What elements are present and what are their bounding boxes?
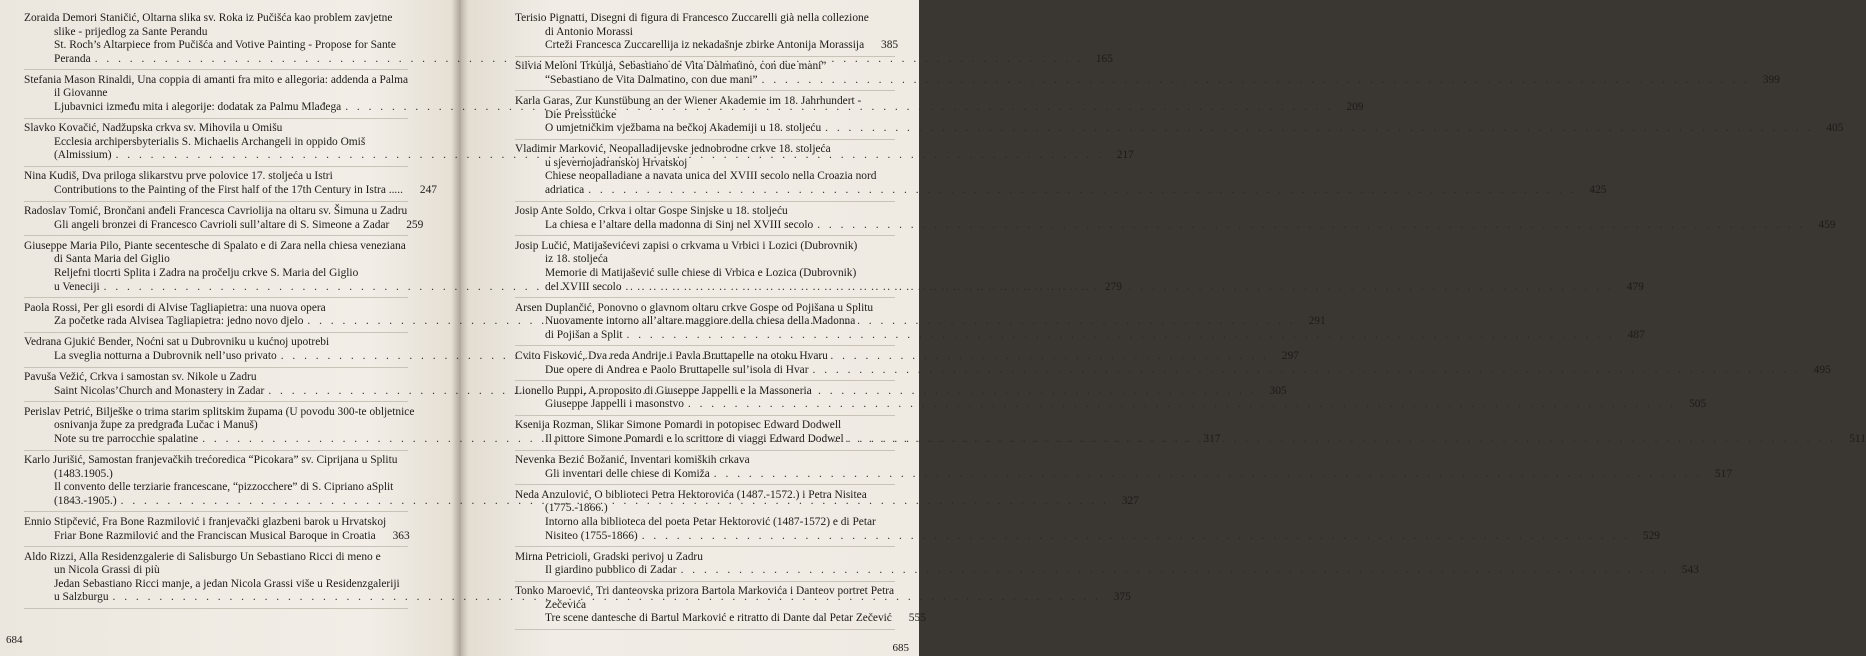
toc-entry-last-text: Saint Nicolas’Church and Monastery in Zadar <box>54 384 265 397</box>
dot-leader <box>642 530 1630 544</box>
toc-entry-last-text: Ljubavnici između mita i alegorije: dodatak za Palmu Mlađega <box>54 101 342 114</box>
dot-leader <box>817 219 1805 233</box>
toc-entry-title: Nina Kudiš, Dva priloga slikarstvu prve polovice 17. stoljeća u Istri <box>24 170 333 183</box>
toc-entry-title: Ksenija Rozman, Slikar Simone Pomardi in potopisec Edward Dodwell <box>515 419 842 432</box>
toc-entry <box>515 454 1733 485</box>
toc-entry-line: Reljefni tlocrti Splita i Zadra na pročelju crkve S. Maria del Giglio <box>54 267 359 279</box>
toc-entry-last-line <box>24 218 424 233</box>
toc-page-number: 217 <box>1116 149 1134 162</box>
toc-entry-last-text: Gli angeli bronzei di Francesco Cavrioli sull’altare di S. Simeone a Zadar <box>54 218 390 231</box>
toc-entry-title: Pavuša Vežić, Crkva i samostan sv. Nikole u Zadru <box>24 371 257 384</box>
toc-entry-title: Stefania Mason Rinaldi, Una coppia di amanti fra mito e allegoria: addenda a Palma <box>24 73 408 86</box>
toc-entry-last-text: La sveglia notturna a Dubrovnik nell’uso privato <box>54 349 277 362</box>
toc-entry-title: Mirna Petricioli, Gradski perivoj u Zadru <box>515 550 703 563</box>
toc-entry-title: Tonko Maroević, Tri danteovska prizora Bartola Markovića i Danteov portret Petra <box>515 585 895 598</box>
toc-entry-last-line <box>515 529 1660 544</box>
toc-entry-title: Arsen Duplančić, Ponovno o glavnom oltaru crkve Gospe od Pojišana u Splitu <box>515 301 874 314</box>
toc-page-number: 279 <box>1104 280 1122 293</box>
toc-page-number: 495 <box>1813 363 1831 376</box>
toc-entry-last-line <box>515 328 1645 343</box>
toc-page-number: 399 <box>1762 73 1780 86</box>
toc-page-number: 209 <box>1346 101 1364 114</box>
toc-entry-last-line <box>515 73 1780 88</box>
toc-page-number: 165 <box>1095 52 1113 65</box>
toc-entry-last-line <box>24 530 408 544</box>
dot-leader <box>626 281 1614 295</box>
toc-page-number: 291 <box>1308 315 1326 328</box>
toc-entry-last-text: La chiesa e l’altare della madonna di Sinj nel XVIII secolo <box>545 218 814 231</box>
toc-entry-line: un Nicola Grassi di più <box>54 564 160 577</box>
toc-entry-line: Jedan Sebastiano Ricci manje, a jedan Nicola Grassi više u Residenzgaleriji <box>54 577 400 590</box>
toc-entry <box>515 585 926 630</box>
toc-entry-last-line <box>515 467 1733 482</box>
dot-leader <box>688 398 1676 412</box>
toc-page-number: 405 <box>1826 122 1844 135</box>
toc-page-number: 543 <box>1681 564 1699 577</box>
toc-entry-last-line <box>515 122 1844 136</box>
toc-entry-last-line <box>515 39 899 53</box>
toc-entry-last-text: Gli inventari delle chiese di Komiža <box>545 467 710 480</box>
toc-entry-title: Silvia Meloni Trkulja, Sebastiano de Vita Dalmatino, con due mani” <box>515 60 827 73</box>
toc-entry-line: iz 18. stoljeća <box>545 253 608 266</box>
dot-leader <box>588 184 1576 198</box>
toc-entry-last-text: (1843.-1905.) <box>54 494 117 507</box>
toc-page-number: 363 <box>392 529 410 542</box>
toc-entry-title: Nevenka Bezić Božanić, Inventari komiških crkava <box>515 454 750 467</box>
toc-entry-last-line <box>515 218 1836 233</box>
right-page-number: 685 <box>892 642 909 654</box>
toc-entry-title: Cvito Fisković, Dva reda Andrije i Pavla Bruttapelle na otoku Hvaru <box>515 349 828 362</box>
toc-entry-last-text: (Almissium) <box>54 149 112 162</box>
toc-entry-line: il Giovanne <box>54 87 108 100</box>
toc-entry-line: (1775.-1866.) <box>545 502 608 515</box>
toc-entry-last-text: Tre scene dantesche di Bartul Marković e ritratto di Dante dal Petar Zečević <box>545 612 892 625</box>
toc-entry-last-text: Il pittore Simone Pomardi e lo scrittore di viaggi Edward Dodwel <box>545 432 844 445</box>
toc-entry-last-text: Peranda <box>54 52 91 65</box>
toc-entry <box>515 550 1699 582</box>
dot-leader <box>848 433 1836 447</box>
toc-entry-line: Intorno alla biblioteca del poeta Petar Hektorović (1487-1572) e di Petar <box>545 515 876 528</box>
toc-entry-title: Vladimir Marković, Neopalladijevske jednobrodne crkve 18. stoljeća <box>515 143 831 156</box>
toc-entry-title: Ennio Stipčević, Fra Bone Razmilović i franjevački glazbeni barok u Hrvatskoj <box>24 515 387 528</box>
toc-entry-last-text: Nisiteo (1755-1866) <box>545 529 638 542</box>
toc-entry-last-text: u Salzburgu <box>54 591 109 604</box>
toc-entry-line: (1483.1905.) <box>54 467 113 480</box>
toc-entry-line: Chiese neopalladiane a navata unica del XVIII secolo nella Croazia nord <box>545 170 877 183</box>
toc-entry-last-line <box>515 184 1607 198</box>
toc-page-number: 511 <box>1849 432 1866 445</box>
toc-entry-last-line <box>515 612 926 626</box>
toc-entry-last-line <box>515 363 1831 378</box>
toc-entry-line: Memorie di Matijašević sulle chiese di Vrbica e Lozica (Dubrovnik) <box>545 267 857 279</box>
toc-entry-title: Neda Anzulović, O biblioteci Petra Hektorovića (1487.-1572.) i Petra Nisitea <box>515 488 867 501</box>
toc-entry-last-line <box>515 564 1699 578</box>
toc-page-number: 555 <box>908 612 926 625</box>
toc-entry-last-text: Friar Bone Razmilović and the Franciscan Musical Baroque in Croatia <box>54 529 376 542</box>
toc-entry-title: Aldo Rizzi, Alla Residenzgalerie di Salisburgo Un Sebastiano Ricci di meno e <box>24 550 381 563</box>
toc-entry-title: Zoraida Demori Staničić, Oltarna slika sv. Roka iz Pučišća kao problem zavjetne <box>24 12 393 24</box>
toc-entry-line: Zečevića <box>545 598 587 611</box>
toc-entry-title: Karlo Jurišić, Samostan franjevačkih trećoredica “Picokara” sv. Ciprijana u Splitu <box>24 454 398 467</box>
toc-entry-line: Nuovamente intorno all’altare maggiore della chiesa della Madonna <box>545 315 856 328</box>
dot-leader <box>681 564 1669 578</box>
toc-entry-title: Terisio Pignatti, Disegni di figura di Francesco Zuccarelli già nella collezione <box>515 12 869 24</box>
toc-page-number: 479 <box>1626 280 1644 293</box>
left-page-number: 684 <box>6 634 23 646</box>
toc-entry-last-text: Note su tre parrocchie spalatine <box>54 432 199 445</box>
toc-entry <box>515 205 1836 236</box>
toc-entry-last-text: Il giardino pubblico di Zadar <box>545 564 677 577</box>
toc-page-number: 259 <box>406 218 424 231</box>
toc-page-number: 459 <box>1818 218 1836 231</box>
toc-entry-title: Giuseppe Maria Pilo, Piante secentesche di Spalato e di Zara nella chiesa veneziana <box>24 239 406 252</box>
toc-page-number: 425 <box>1589 184 1607 197</box>
toc-entry-last-text: di Pojišan a Split <box>545 328 623 341</box>
toc-entry-last-text: adriatica <box>545 184 585 197</box>
toc-entry-title: Slavko Kovačić, Nadžupska crkva sv. Mihovila u Omišu <box>24 122 283 135</box>
toc-entry-line: u sjevernojadranskoj Hrvatskoj <box>545 156 688 169</box>
toc-page-number: 385 <box>881 39 899 52</box>
toc-entry-last-text: “Sebastiano de Vita Dalmatino, con due mani” <box>545 73 758 86</box>
toc-entry-last-line <box>515 398 1707 412</box>
toc-page-number: 297 <box>1281 349 1299 362</box>
toc-entry-title: Vedrana Gjukić Bender, Noćni sat u Dubrovniku u kućnoj upotrebi <box>24 336 330 349</box>
toc-entry-last-text: Za početke rada Alviseа Tagliapietra: jedno novo djelo <box>54 315 304 328</box>
toc-entry-title: Karla Garas, Zur Kunstübung an der Wiener Akademie im 18. Jahrhundert - <box>515 94 862 107</box>
toc-entry-title: Paola Rossi, Per gli esordi di Alvise Tagliapietra: una nuova opera <box>24 301 326 314</box>
dot-leader <box>762 74 1750 88</box>
toc-page-number: 375 <box>1113 591 1131 604</box>
toc-entry-line: osnivanja župe za predgrađa Lučac i Manuš) <box>54 419 258 432</box>
toc-entry-title: Lionello Puppi, A proposito di Giuseppe Jappelli e la Massoneria <box>515 384 812 397</box>
toc-entry-line: Il convento delle terziarie francescane, “pizzocchere” di S. Cipriano aSplit <box>54 481 394 494</box>
toc-entry <box>515 12 899 57</box>
toc-page-number: 327 <box>1121 494 1139 507</box>
toc-entry-last-line <box>24 184 437 198</box>
toc-page-number: 247 <box>419 184 437 197</box>
toc-entry-line: di Antonio Morassi <box>545 25 633 38</box>
dot-leader <box>714 468 1702 482</box>
toc-entry-line: St. Roch’s Altarpiece from Pučišća and Votive Painting - Propose for Sante <box>54 39 396 52</box>
toc-entry-title: Radoslav Tomić, Brončani anđeli Francesca Cavriolija na oltaru sv. Šimuna u Zadru <box>24 205 408 218</box>
toc-entry-line: slike - prijedlog za Sante Perandu <box>54 25 208 38</box>
toc-entry-last-text: u Veneciji <box>54 280 100 293</box>
toc-entry-last-text: Giuseppe Jappelli i masonstvo <box>545 398 684 411</box>
dot-leader <box>825 122 1813 136</box>
toc-page-number: 517 <box>1714 467 1733 480</box>
dot-leader <box>627 329 1615 343</box>
toc-entry-last-text: del XVIII secolo <box>545 280 622 293</box>
toc-entry <box>24 170 437 201</box>
toc-entry-last-text: Due opere di Andrea e Paolo Bruttapelle sul’isola di Hvar <box>545 363 809 376</box>
toc-entry-line: Die Preisstücke <box>545 108 617 121</box>
toc-entry <box>515 60 1780 91</box>
toc-page-number: 487 <box>1627 328 1645 341</box>
toc-entry-line: di Santa Maria del Giglio <box>54 253 170 266</box>
toc-entry-last-text: O umjetničkim vježbama na bečkoj Akademiji u 18. stoljeću <box>545 122 822 135</box>
toc-entry-title: Perislav Petrić, Bilješke o trima starim splitskim župama (U povodu 300-te obljetnice <box>24 405 415 418</box>
toc-page-number: 317 <box>1203 432 1221 445</box>
toc-entry-title: Josip Lučić, Matijaševićevi zapisi o crkvama u Vrbici i Lozici (Dubrovnik) <box>515 239 858 252</box>
toc-entry-last-text: Crteži Francesca Zuccarellija iz nekadašnje zbirke Antonija Morassija <box>545 39 865 52</box>
toc-page-number: 529 <box>1642 529 1660 542</box>
toc-entry-title: Josip Ante Soldo, Crkva i oltar Gospe Sinjske u 18. stoljeću <box>515 205 788 218</box>
toc-page-number: 505 <box>1689 398 1707 411</box>
dot-leader <box>813 364 1801 378</box>
toc-entry-line: Ecclesia archipersbyterialis S. Michaelis Archangeli in oppido Omiš <box>54 135 366 148</box>
toc-entry <box>24 205 424 236</box>
toc-entry-last-text: Contributions to the Painting of the First half of the 17th Century in Istra ..... <box>54 184 403 197</box>
toc-page-number: 305 <box>1269 384 1287 397</box>
toc-entry <box>24 516 408 547</box>
